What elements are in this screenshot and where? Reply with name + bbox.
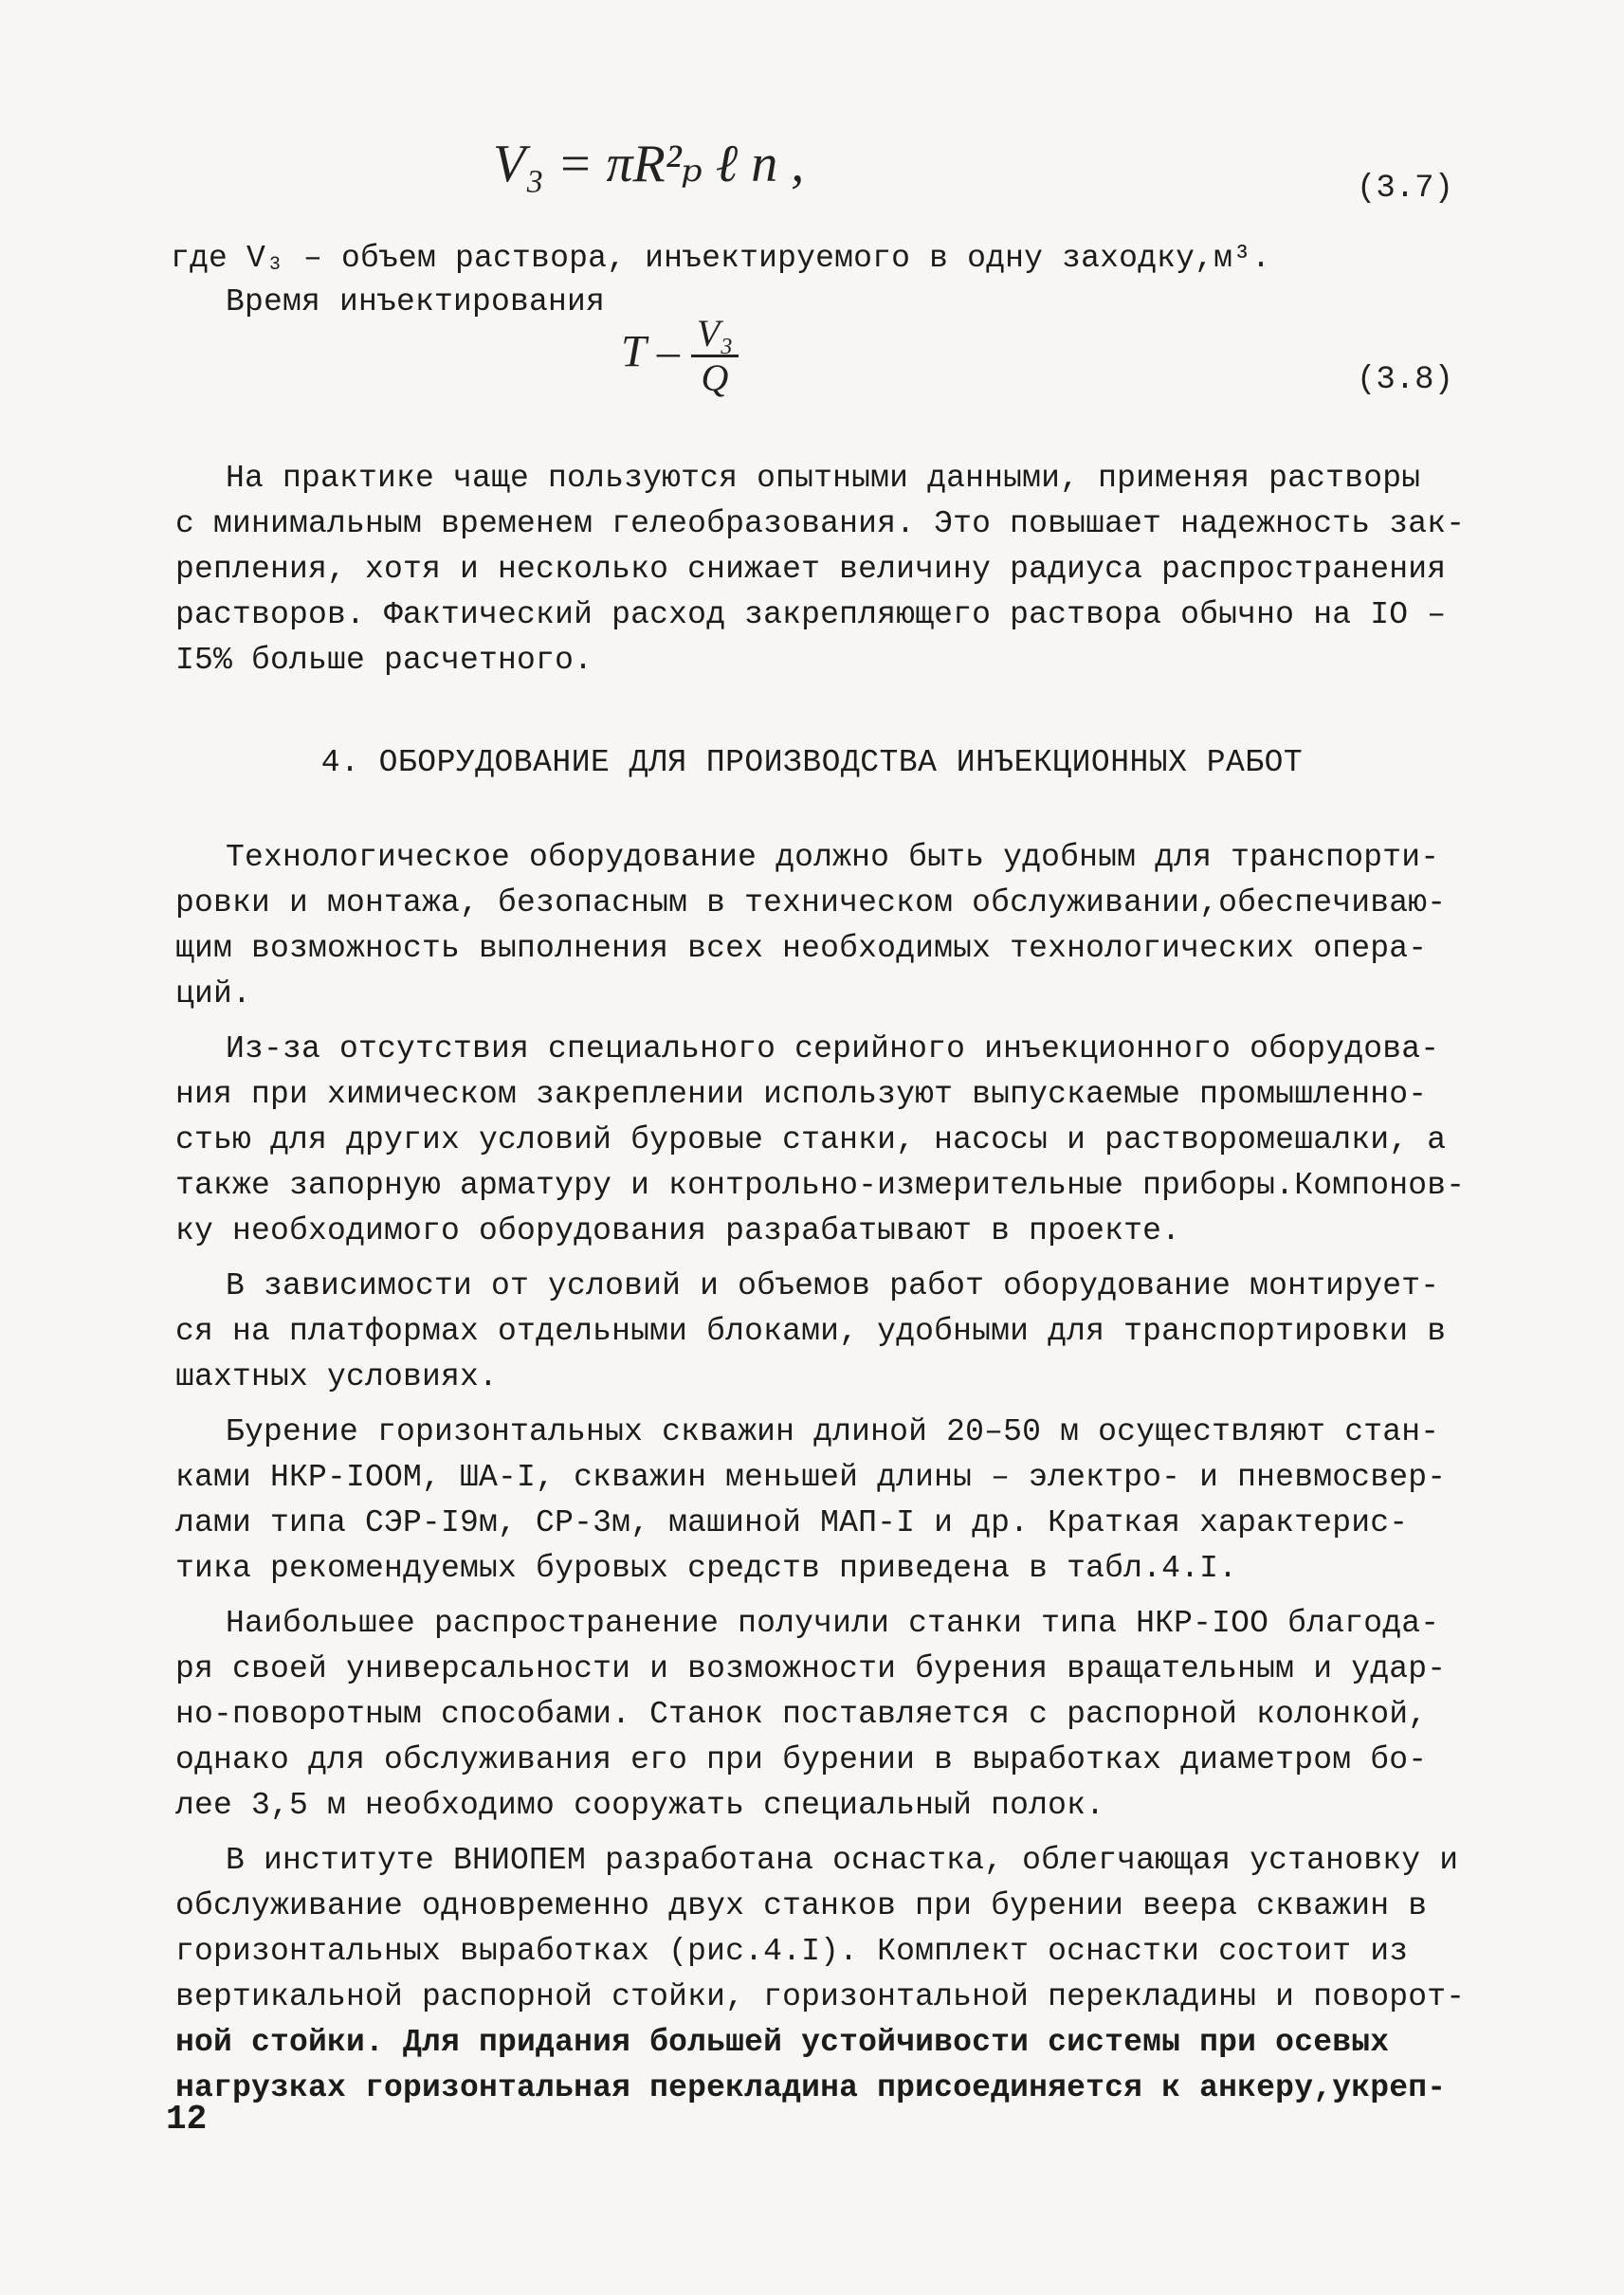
para3-line: Из-за отсутствия специального серийного инъекционного оборудова- [226,1031,1440,1066]
time-line: Время инъектирования [226,284,606,319]
para2-line: щим возможность выполнения всех необходимых технологических опера- [175,931,1428,966]
para5-line: Бурение горизонтальных скважин длиной 20–50 м осуществляют стан- [226,1414,1440,1449]
para1-line: растворов. Фактический расход закрепляющего раствора обычно на IO – [175,597,1447,632]
para1-line: I5% больше расчетного. [175,643,593,678]
para5-line: лами типа СЭР-I9м, СР-3м, машиной МАП-I и др. Краткая характерис- [175,1505,1409,1540]
para5-line: ками НКР-IOOМ, ША-I, скважин меньшей длины – электро- и пневмосвер- [175,1460,1447,1495]
para6-line: Наибольшее распространение получили станки типа НКР-IOO благода- [226,1606,1440,1641]
formula-3-7: V₃ = πR²ₚ ℓ n , [493,135,805,193]
para6-line: ря своей универсальности и возможности бурения вращательным и удар- [175,1651,1447,1686]
formula-3-8-fraction [691,313,739,399]
para3-line: стью для других условий буровые станки, насосы и растворомешалки, а [175,1122,1447,1157]
para3-line: ния при химическом закреплении используют выпускаемые промышленно- [175,1077,1428,1112]
para7-line: В институте ВНИОПЕМ разработана оснастка, облегчающая установку и [226,1843,1459,1878]
para7-line: обслуживание одновременно двух станков при бурении веера скважин в [175,1888,1428,1923]
para7-line: вертикальной распорной стойки, горизонтальной перекладины и поворот- [175,1979,1466,2014]
formula-3-8-numerator: V₃ [691,313,739,357]
para2-line: ций. [175,976,252,1011]
para1-line: с минимальным временем гелеобразования. Это повышает надежность зак- [175,506,1466,541]
para3-line: ку необходимого оборудования разрабатывают в проекте. [175,1213,1181,1248]
para6-line: лее 3,5 м необходимо сооружать специальный полок. [175,1788,1105,1823]
para1-line: репления, хотя и несколько снижает величину радиуса распространения [175,552,1447,587]
equation-number-3-7: (3.7) [1356,171,1453,207]
para2-line: ровки и монтажа, безопасным в техническом обслуживании,обеспечиваю- [175,885,1447,920]
para4-line: шахтных условиях. [175,1359,499,1394]
para4-line: В зависимости от условий и объемов работ оборудование монтирует- [226,1268,1440,1303]
page-number: 12 [166,2100,208,2139]
para7-line: горизонтальных выработках (рис.4.I). Комплект оснастки состоит из [175,1934,1409,1969]
para6-line: однако для обслуживания его при бурении в выработках диаметром бо- [175,1742,1428,1777]
formula-3-8-denominator: Q [701,356,729,399]
where-line: где V₃ – объем раствора, инъектируемого в одну заходку,м³. [171,241,1271,276]
para5-line: тика рекомендуемых буровых средств приведена в табл.4.I. [175,1551,1238,1586]
equation-number-3-8: (3.8) [1356,362,1453,398]
para1-line: На практике чаще пользуются опытными данными, применяя растворы [226,461,1421,496]
formula-3-8-lhs: T – [621,326,680,377]
para6-line: но-поворотным способами. Станок поставляется с распорной колонкой, [175,1697,1428,1732]
para2-line: Технологическое оборудование должно быть удобным для транспорти- [226,840,1440,875]
formula-3-8 [621,313,739,399]
para4-line: ся на платформах отдельными блоками, удобными для транспортировки в [175,1314,1447,1349]
para3-line: также запорную арматуру и контрольно-измерительные приборы.Компонов- [175,1168,1466,1203]
para7-line: ной стойки. Для придания большей устойчивости системы при осевых [175,2025,1390,2060]
section-heading: 4. ОБОРУДОВАНИЕ ДЛЯ ПРОИЗВОДСТВА ИНЪЕКЦИОННЫХ РАБОТ [320,745,1304,780]
para7-line: нагрузках горизонтальная перекладина присоединяется к анкеру,укреп- [175,2070,1447,2105]
